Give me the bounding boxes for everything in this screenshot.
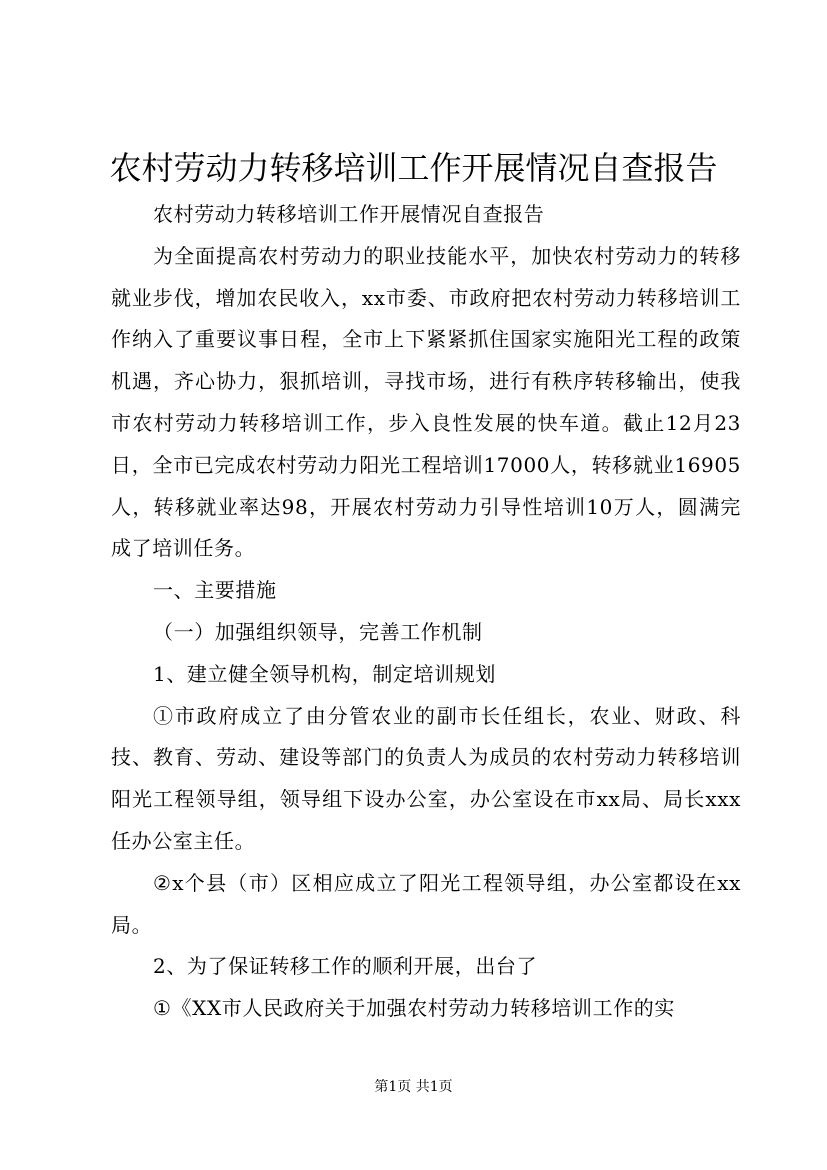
- document-title: 农村劳动力转移培训工作开展情况自查报告: [109, 149, 718, 187]
- paragraph-intro: 为全面提高农村劳动力的职业技能水平，加快农村劳动力的转移就业步伐，增加农民收入，xx市委、市政府把农村劳动力转移培训工作纳入了重要议事日程，全市上下紧紧抓住国家实施阳光工程的政策机遇，齐心协力，狠抓培训，寻找市场，进行有秩序转移输出，使我市农村劳动力转移培训工作，步入良性发展的快车道。截止12月23日，全市已完成农村劳动力阳光工程培训17000人，转移就业16905人，转移就业率达98，开展农村劳动力引导性培训10万人，圆满完成了培训任务。: [111, 243, 741, 561]
- section-heading-main-measures: 一、主要措施: [153, 578, 277, 603]
- item-heading-policies: 2、为了保证转移工作的顺利开展，出台了: [153, 954, 538, 979]
- item-heading-leadership: 1、建立健全领导机构，制定培训规划: [153, 661, 496, 686]
- paragraph-county-leadership-group: ②x个县（市）区相应成立了阳光工程领导组，办公室都设在xx局。: [111, 870, 741, 937]
- document-body: [111, 194, 741, 1030]
- paragraph-city-leadership-group: ①市政府成立了由分管农业的副市长任组长，农业、财政、科技、教育、劳动、建设等部门的负责人为成员的农村劳动力转移培训阳光工程领导组，领导组下设办公室，办公室设在市xx局、局长xxx任办公室主任。: [111, 703, 741, 853]
- paragraph-policy-document: ①《XX市人民政府关于加强农村劳动力转移培训工作的实: [153, 996, 676, 1021]
- page-footer: 第1页 共1页: [374, 1079, 453, 1095]
- paragraph-subtitle: 农村劳动力转移培训工作开展情况自查报告: [153, 202, 545, 226]
- subsection-heading-organization: （一）加强组织领导，完善工作机制: [153, 619, 483, 644]
